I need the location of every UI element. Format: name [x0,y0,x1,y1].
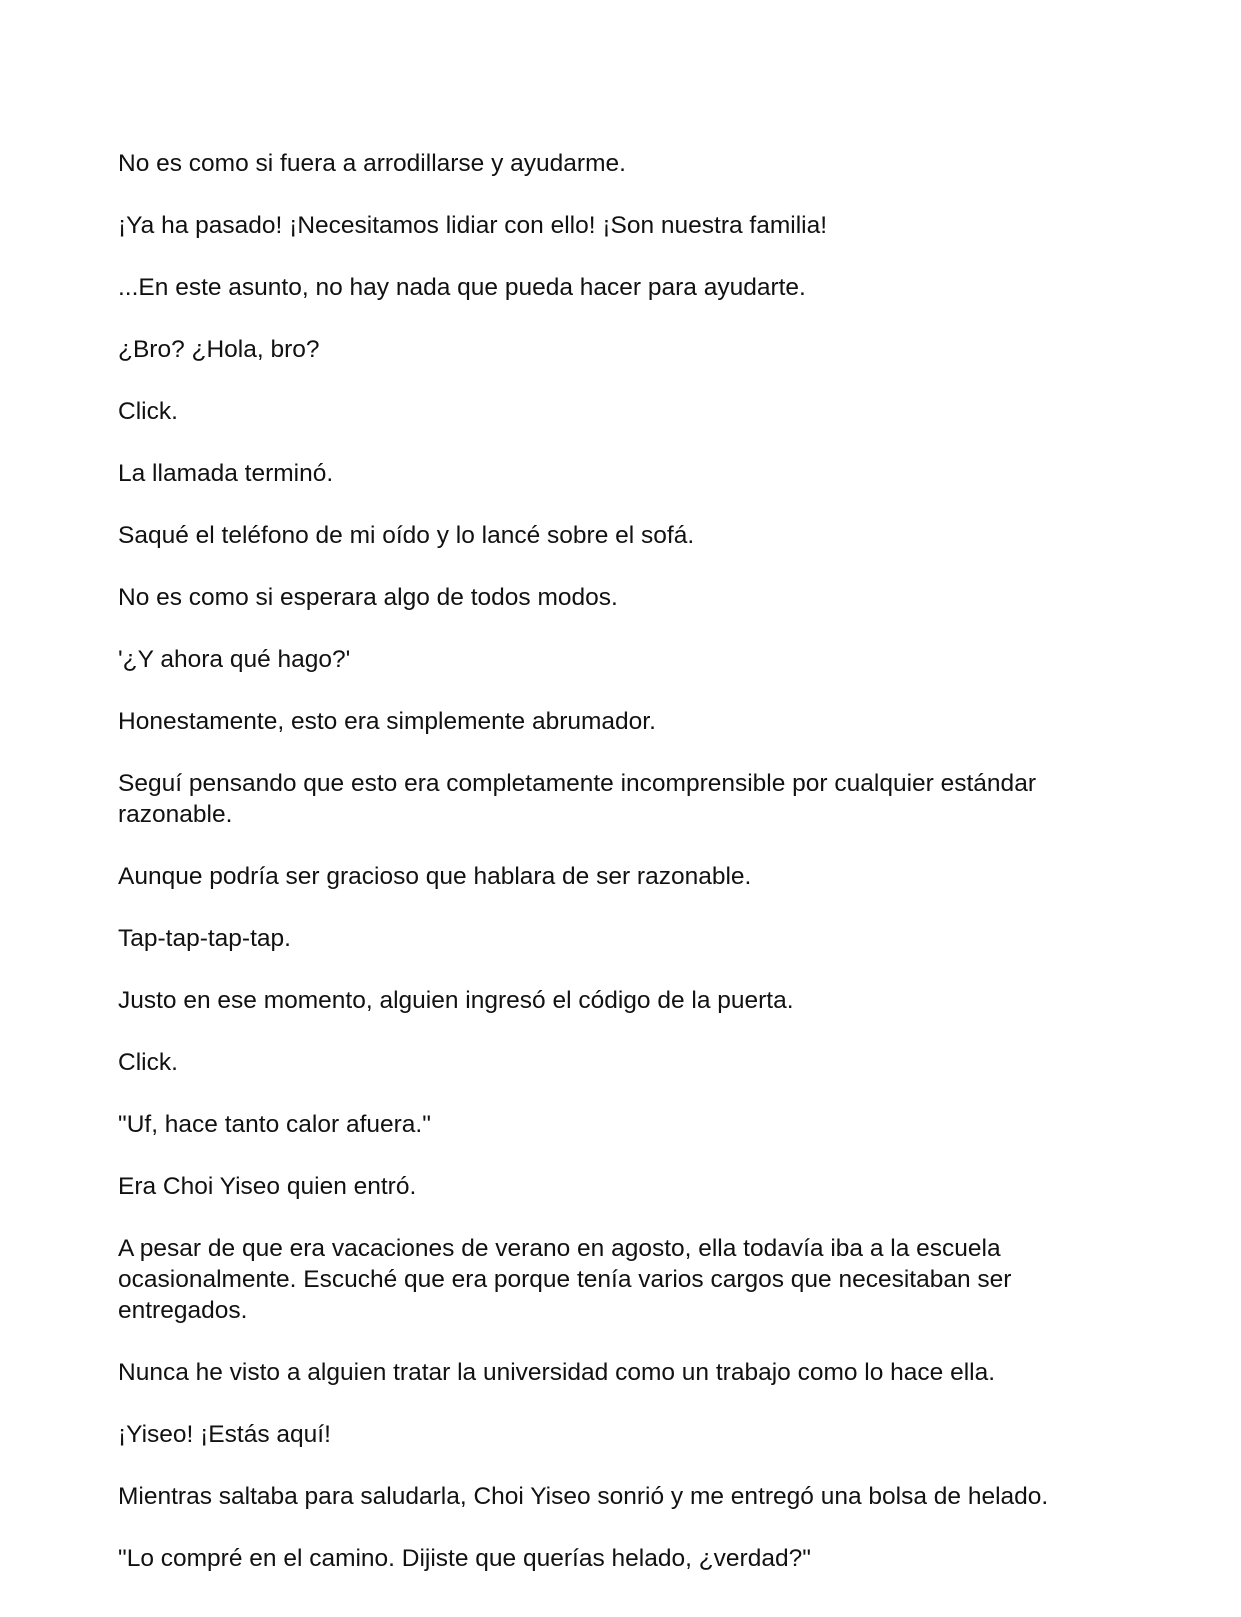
paragraph: ¡Yiseo! ¡Estás aquí! [118,1421,331,1448]
paragraph: Mientras saltaba para saludarla, Choi Yiseo sonrió y me entregó una bolsa de helado. [118,1483,1049,1510]
paragraph: Nunca he visto a alguien tratar la universidad como un trabajo como lo hace ella. [118,1359,996,1386]
paragraph: Saqué el teléfono de mi oído y lo lancé sobre el sofá. [118,522,695,549]
paragraph: "Lo compré en el camino. Dijiste que querías helado, ¿verdad?" [118,1545,811,1572]
paragraph: La llamada terminó. [118,460,334,487]
paragraph: '¿Y ahora qué hago?' [118,646,351,673]
paragraph: Aunque podría ser gracioso que hablara de ser razonable. [118,863,752,890]
paragraph: Seguí pensando que esto era completamente incomprensible por cualquier estándar razonable. [118,770,1036,828]
paragraph: Click. [118,1049,178,1076]
paragraph: Tap-tap-tap-tap. [118,925,291,952]
paragraph: Justo en ese momento, alguien ingresó el código de la puerta. [118,987,794,1014]
paragraph: Click. [118,398,178,425]
paragraph: ¡Ya ha pasado! ¡Necesitamos lidiar con ello! ¡Son nuestra familia! [118,212,828,239]
paragraph: No es como si esperara algo de todos modos. [118,584,618,611]
paragraph: ...En este asunto, no hay nada que pueda hacer para ayudarte. [118,274,806,301]
paragraph: ¿Bro? ¿Hola, bro? [118,336,320,363]
paragraph: No es como si fuera a arrodillarse y ayudarme. [118,150,626,177]
paragraph: "Uf, hace tanto calor afuera." [118,1111,431,1138]
paragraph: Era Choi Yiseo quien entró. [118,1173,417,1200]
paragraph: A pesar de que era vacaciones de verano en agosto, ella todavía iba a la escuela ocasionalmente. Escuché que era porque tenía varios cargos que necesitaban ser entregados. [118,1235,1012,1324]
document-body [118,148,1128,1605]
paragraph: Honestamente, esto era simplemente abrumador. [118,708,656,735]
